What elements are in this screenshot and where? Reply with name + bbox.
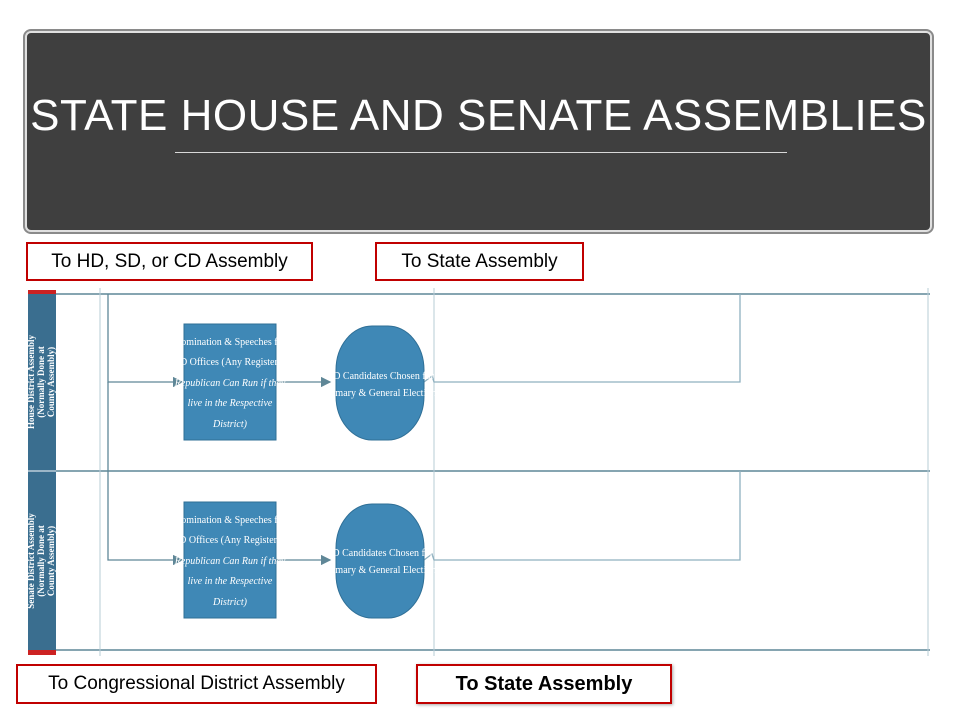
arrow-start-to-hd-process <box>108 294 182 382</box>
lane-label-house-line-1: House District Assembly <box>26 335 36 429</box>
swimlane-diagram <box>26 288 932 656</box>
sd-process-line-3: Republican Can Run if they <box>174 556 286 567</box>
connector-hd-to-state <box>424 294 740 382</box>
sd-terminal-line-1: SD Candidates Chosen for <box>326 548 434 559</box>
page-title: STATE HOUSE AND SENATE ASSEMBLIES <box>30 91 927 140</box>
label-to-hd-sd-cd-assembly: To HD, SD, or CD Assembly <box>26 242 313 281</box>
sd-terminal-node <box>324 504 436 618</box>
lane-label-senate-line-2: (Normally Done at <box>36 525 46 597</box>
label-to-state-assembly-bottom: To State Assembly <box>416 664 672 704</box>
hd-terminal-node <box>324 326 436 440</box>
hd-process-line-3: Republican Can Run if they <box>174 378 286 389</box>
sd-process-line-4: live in the Respective <box>187 576 273 587</box>
lane-label-senate <box>26 513 56 609</box>
sd-process-line-1: Nomination & Speeches for <box>174 515 286 526</box>
title-underline <box>175 152 787 153</box>
hd-process-line-2: HD Offices (Any Registered <box>172 357 288 368</box>
hd-process-line-4: live in the Respective <box>187 398 273 409</box>
hd-process-line-5: District) <box>213 419 247 430</box>
lane-header-marker-top <box>28 290 56 294</box>
sd-terminal-line-2: Primary & General Election <box>323 565 437 576</box>
title-banner <box>25 31 932 232</box>
lane-label-senate-line-1: Senate District Assembly <box>26 513 36 609</box>
lane-label-senate-line-3: County Assembly) <box>46 525 56 597</box>
hd-terminal-line-1: HD Candidates Chosen for <box>325 371 435 382</box>
lane-label-house-line-3: County Assembly) <box>46 346 56 418</box>
lane-label-house-line-2: (Normally Done at <box>36 346 46 418</box>
sd-process-line-2: SD Offices (Any Registered <box>173 535 287 546</box>
connector-sd-to-state <box>424 471 740 560</box>
sd-process-line-5: District) <box>213 597 247 608</box>
label-to-congressional-district-assembly: To Congressional District Assembly <box>16 664 377 704</box>
lane-header-marker-bottom <box>28 650 56 655</box>
lane-label-house <box>26 335 56 429</box>
sd-process-box <box>174 502 287 618</box>
hd-process-line-1: Nomination & Speeches for <box>174 337 286 348</box>
swimlane-svg <box>26 288 932 656</box>
label-to-state-assembly-top: To State Assembly <box>375 242 584 281</box>
hd-terminal-line-2: Primary & General Election <box>323 388 437 399</box>
hd-process-box <box>173 324 288 440</box>
